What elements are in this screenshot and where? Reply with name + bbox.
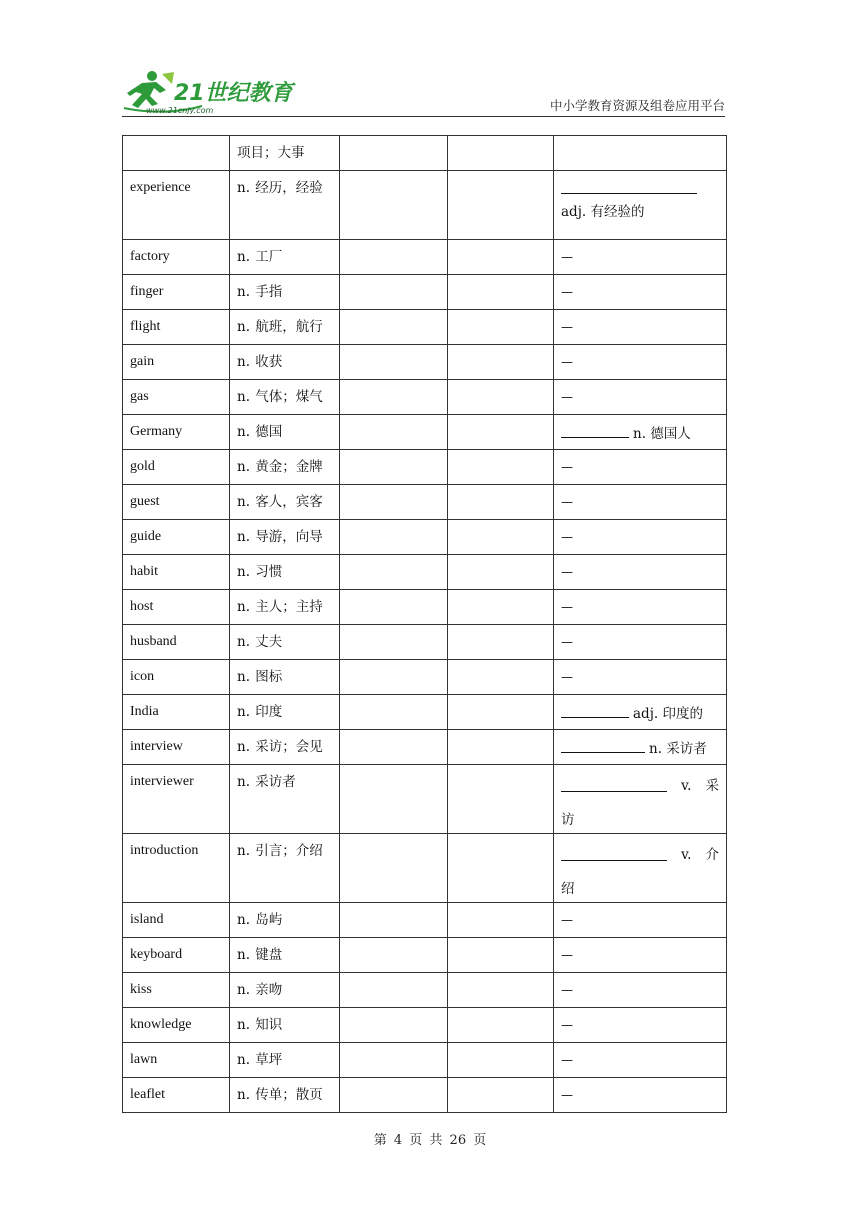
derived-form-cell — [554, 765, 727, 834]
logo-text: 21世纪教育 — [174, 81, 293, 106]
empty-cell — [340, 310, 448, 345]
meaning-cell: n. 主人；主持 — [230, 590, 340, 625]
table-row — [123, 310, 727, 345]
meaning-part: 采 — [705, 778, 719, 794]
table-row — [123, 450, 727, 485]
table-row — [123, 555, 727, 590]
word-cell: island — [123, 903, 230, 938]
derived-form-cell — [554, 1078, 727, 1113]
empty-cell — [340, 555, 448, 590]
table-row — [123, 1008, 727, 1043]
meaning-cell: n. 收获 — [230, 345, 340, 380]
derived-form-cell — [554, 555, 727, 590]
meaning-cell: n. 知识 — [230, 1008, 340, 1043]
empty-cell — [340, 345, 448, 380]
derived-form-cell — [554, 903, 727, 938]
meaning-cell: n. 印度 — [230, 695, 340, 730]
empty-cell — [448, 695, 554, 730]
derived-meaning: adj. 印度的 — [633, 706, 703, 722]
empty-cell — [448, 1008, 554, 1043]
empty-cell — [340, 415, 448, 450]
word-cell: gold — [123, 450, 230, 485]
word-cell: gain — [123, 345, 230, 380]
meaning-cell: n. 手指 — [230, 275, 340, 310]
derived-meaning: adj. 有经验的 — [561, 204, 645, 220]
word-cell: keyboard — [123, 938, 230, 973]
derived-form-cell — [554, 275, 727, 310]
empty-cell — [448, 485, 554, 520]
word-cell: factory — [123, 240, 230, 275]
empty-cell — [448, 171, 554, 240]
vocabulary-table — [122, 135, 727, 1113]
empty-cell — [340, 450, 448, 485]
derived-form-cell — [554, 415, 727, 450]
empty-cell — [340, 834, 448, 903]
empty-cell — [340, 380, 448, 415]
empty-cell — [340, 1078, 448, 1113]
dash-mark: — — [561, 390, 573, 404]
table-row — [123, 765, 727, 834]
dash-mark: — — [561, 983, 573, 997]
empty-cell — [448, 1043, 554, 1078]
word-cell: interviewer — [123, 765, 230, 834]
dash-mark: — — [561, 1053, 573, 1067]
word-cell: lawn — [123, 1043, 230, 1078]
table-row — [123, 938, 727, 973]
empty-cell — [340, 275, 448, 310]
derived-form-cell — [554, 938, 727, 973]
word-cell: knowledge — [123, 1008, 230, 1043]
dash-mark: — — [561, 670, 573, 684]
logo — [122, 68, 297, 114]
answer-blank[interactable] — [561, 424, 629, 438]
empty-cell — [448, 555, 554, 590]
table-row — [123, 660, 727, 695]
meaning-cell: n. 客人，宾客 — [230, 485, 340, 520]
empty-cell — [340, 660, 448, 695]
dash-mark: — — [561, 1088, 573, 1102]
derived-form-cell — [554, 730, 727, 765]
table-row — [123, 834, 727, 903]
meaning-cell: n. 导游，向导 — [230, 520, 340, 555]
table-row — [123, 625, 727, 660]
meaning-cell: n. 习惯 — [230, 555, 340, 590]
empty-cell — [448, 240, 554, 275]
dash-mark: — — [561, 913, 573, 927]
answer-blank[interactable] — [561, 847, 667, 861]
table-row — [123, 973, 727, 1008]
derived-form-cell — [554, 345, 727, 380]
meaning-continuation: 访 — [561, 812, 575, 828]
pos-label: v. — [681, 778, 692, 794]
word-cell: India — [123, 695, 230, 730]
table-row — [123, 590, 727, 625]
empty-cell — [448, 903, 554, 938]
derived-form-cell — [554, 310, 727, 345]
pos-label: v. — [681, 847, 692, 863]
meaning-cell: n. 图标 — [230, 660, 340, 695]
word-cell: experience — [123, 171, 230, 240]
meaning-cell: n. 草坪 — [230, 1043, 340, 1078]
table-row — [123, 380, 727, 415]
derived-form-cell — [554, 1008, 727, 1043]
empty-cell — [448, 520, 554, 555]
derived-form-cell — [554, 834, 727, 903]
empty-cell — [448, 973, 554, 1008]
empty-cell — [448, 380, 554, 415]
table-row — [123, 695, 727, 730]
empty-cell — [448, 625, 554, 660]
meaning-cell: 项目；大事 — [230, 136, 340, 171]
empty-cell — [448, 275, 554, 310]
table-row — [123, 240, 727, 275]
empty-cell — [340, 730, 448, 765]
derived-form-cell — [554, 240, 727, 275]
word-cell: introduction — [123, 834, 230, 903]
word-cell: icon — [123, 660, 230, 695]
table-row — [123, 136, 727, 171]
meaning-cell: n. 气体；煤气 — [230, 380, 340, 415]
derived-form-cell — [554, 520, 727, 555]
table-row — [123, 903, 727, 938]
empty-cell — [448, 730, 554, 765]
empty-cell — [340, 520, 448, 555]
empty-cell — [448, 450, 554, 485]
dash-mark: — — [561, 285, 573, 299]
dash-mark: — — [561, 250, 573, 264]
empty-cell — [448, 415, 554, 450]
word-cell: guest — [123, 485, 230, 520]
meaning-cell: n. 采访；会见 — [230, 730, 340, 765]
empty-cell — [340, 240, 448, 275]
derived-form-cell — [554, 136, 727, 171]
table-row — [123, 345, 727, 380]
derived-form-cell — [554, 380, 727, 415]
meaning-cell: n. 引言；介绍 — [230, 834, 340, 903]
table-row — [123, 730, 727, 765]
dash-mark: — — [561, 355, 573, 369]
word-cell: guide — [123, 520, 230, 555]
empty-cell — [340, 903, 448, 938]
word-cell: flight — [123, 310, 230, 345]
word-cell: leaflet — [123, 1078, 230, 1113]
empty-cell — [340, 485, 448, 520]
word-cell: husband — [123, 625, 230, 660]
derived-form-cell — [554, 625, 727, 660]
dash-mark: — — [561, 1018, 573, 1032]
meaning-part: 介 — [705, 847, 719, 863]
dash-mark: — — [561, 948, 573, 962]
meaning-cell: n. 亲吻 — [230, 973, 340, 1008]
meaning-cell: n. 岛屿 — [230, 903, 340, 938]
meaning-cell: n. 航班，航行 — [230, 310, 340, 345]
page-header — [122, 66, 725, 116]
answer-blank[interactable] — [561, 180, 697, 194]
word-cell: Germany — [123, 415, 230, 450]
empty-cell — [340, 765, 448, 834]
empty-cell — [340, 1043, 448, 1078]
empty-cell — [340, 171, 448, 240]
meaning-cell: n. 工厂 — [230, 240, 340, 275]
word-cell: host — [123, 590, 230, 625]
derived-form-cell — [554, 1043, 727, 1078]
empty-cell — [340, 938, 448, 973]
table-row — [123, 1043, 727, 1078]
dash-mark: — — [561, 460, 573, 474]
empty-cell — [340, 1008, 448, 1043]
word-cell: kiss — [123, 973, 230, 1008]
derived-form-cell — [554, 590, 727, 625]
derived-meaning: n. 德国人 — [633, 426, 691, 442]
platform-name: 中小学教育资源及组卷应用平台 — [549, 98, 725, 113]
meaning-cell: n. 经历，经验 — [230, 171, 340, 240]
empty-cell — [448, 590, 554, 625]
meaning-cell: n. 采访者 — [230, 765, 340, 834]
derived-form-cell — [554, 695, 727, 730]
answer-blank[interactable] — [561, 778, 667, 792]
derived-form-cell — [554, 171, 727, 240]
empty-cell — [448, 938, 554, 973]
empty-cell — [448, 136, 554, 171]
empty-cell — [448, 310, 554, 345]
word-cell: habit — [123, 555, 230, 590]
table-row — [123, 485, 727, 520]
table-row — [123, 415, 727, 450]
word-cell: finger — [123, 275, 230, 310]
dash-mark: — — [561, 600, 573, 614]
dash-mark: — — [561, 530, 573, 544]
header-divider — [122, 116, 725, 117]
table-row — [123, 1078, 727, 1113]
empty-cell — [448, 1078, 554, 1113]
empty-cell — [340, 695, 448, 730]
empty-cell — [448, 834, 554, 903]
empty-cell — [448, 345, 554, 380]
derived-form-cell — [554, 660, 727, 695]
dash-mark: — — [561, 495, 573, 509]
meaning-cell: n. 黄金；金牌 — [230, 450, 340, 485]
meaning-cell: n. 键盘 — [230, 938, 340, 973]
empty-cell — [340, 973, 448, 1008]
table-row — [123, 171, 727, 240]
derived-meaning: n. 采访者 — [649, 741, 707, 757]
empty-cell — [340, 625, 448, 660]
dash-mark: — — [561, 635, 573, 649]
table-row — [123, 275, 727, 310]
page-number: 第 4 页 共 26 页 — [373, 1133, 487, 1148]
dash-mark: — — [561, 320, 573, 334]
meaning-continuation: 绍 — [561, 881, 575, 897]
derived-form-cell — [554, 973, 727, 1008]
empty-cell — [340, 590, 448, 625]
empty-cell — [448, 660, 554, 695]
word-cell: gas — [123, 380, 230, 415]
answer-blank[interactable] — [561, 704, 629, 718]
meaning-cell: n. 传单；散页 — [230, 1078, 340, 1113]
word-cell: interview — [123, 730, 230, 765]
empty-cell — [448, 765, 554, 834]
empty-cell — [340, 136, 448, 171]
logo-url: www.21cnjy.com — [146, 106, 214, 114]
meaning-cell: n. 丈夫 — [230, 625, 340, 660]
derived-form-cell — [554, 485, 727, 520]
derived-form-cell — [554, 450, 727, 485]
answer-blank[interactable] — [561, 739, 645, 753]
meaning-cell: n. 德国 — [230, 415, 340, 450]
dash-mark: — — [561, 565, 573, 579]
word-cell — [123, 136, 230, 171]
table-row — [123, 520, 727, 555]
